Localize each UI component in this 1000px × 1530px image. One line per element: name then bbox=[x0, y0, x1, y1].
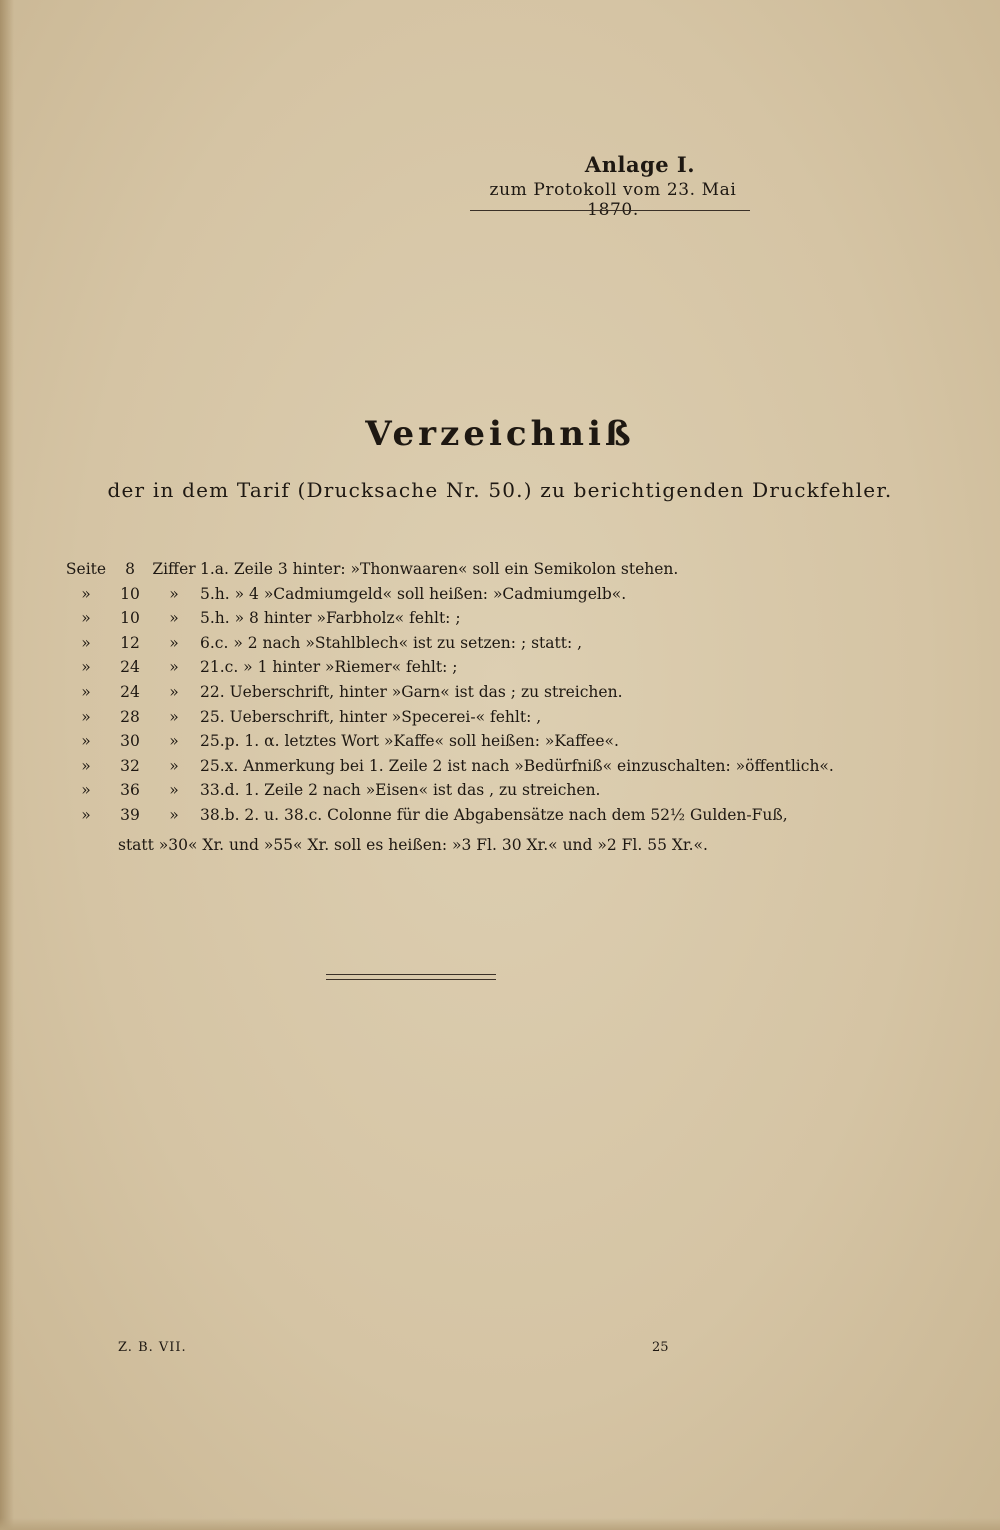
ziffer-label: » bbox=[169, 781, 179, 800]
page-number: 39 bbox=[120, 805, 140, 824]
correction-text: 38.b. 2. u. 38.c. Colonne für die Abgabensätze nach dem 52½ Gulden-Fuß, bbox=[200, 805, 788, 824]
seite-label: » bbox=[81, 781, 91, 800]
document-subtitle: der in dem Tarif (Drucksache Nr. 50.) zu berichtigenden Druckfehler. bbox=[107, 478, 893, 502]
errata-row bbox=[60, 757, 960, 782]
correction-text: 6.c. » 2 nach »Stahlblech« ist zu setzen: ; statt: , bbox=[200, 633, 583, 652]
document-title: Verzeichniß bbox=[365, 414, 635, 454]
seite-label: » bbox=[81, 682, 91, 701]
ziffer-label: » bbox=[169, 707, 179, 726]
correction-text: 22. Ueberschrift, hinter »Garn« ist das ; zu streichen. bbox=[200, 682, 623, 701]
closing-rule bbox=[326, 974, 496, 975]
seite-label: » bbox=[81, 658, 91, 677]
correction-text: 25.x. Anmerkung bei 1. Zeile 2 ist nach »Bedürfniß« einzuschalten: »öffentlich«. bbox=[200, 756, 834, 775]
closing-rule bbox=[326, 979, 496, 980]
page-number: 8 bbox=[125, 560, 135, 578]
errata-list bbox=[60, 560, 960, 831]
errata-row bbox=[60, 560, 960, 585]
correction-text: 5.h. » 8 hinter »Farbholz« fehlt: ; bbox=[200, 609, 461, 628]
ziffer-label: » bbox=[169, 633, 179, 652]
page-number: 36 bbox=[120, 781, 140, 800]
seite-label: » bbox=[81, 609, 91, 628]
seite-label: » bbox=[81, 732, 91, 751]
correction-text: 25. Ueberschrift, hinter »Specerei-« fehlt: , bbox=[200, 707, 542, 726]
page-edge-shadow bbox=[0, 0, 14, 1530]
annex-heading: Anlage I. bbox=[584, 152, 696, 177]
correction-continuation: statt »30« Xr. und »55« Xr. soll es heißen: »3 Fl. 30 Xr.« und »2 Fl. 55 Xr.«. bbox=[118, 836, 708, 854]
errata-row bbox=[60, 634, 960, 659]
correction-text: 25.p. 1. α. letztes Wort »Kaffe« soll heißen: »Kaffee«. bbox=[200, 732, 619, 751]
footer-page-number: 25 bbox=[652, 1340, 669, 1355]
ziffer-label: » bbox=[169, 732, 179, 751]
ziffer-label: Ziffer bbox=[152, 560, 196, 578]
page-number: 12 bbox=[120, 633, 140, 652]
correction-text: 5.h. » 4 »Cadmiumgeld« soll heißen: »Cadmiumgelb«. bbox=[200, 584, 627, 603]
seite-label: » bbox=[81, 805, 91, 824]
ziffer-label: » bbox=[169, 805, 179, 824]
page-number: 30 bbox=[120, 732, 140, 751]
header-rule bbox=[470, 210, 750, 211]
errata-row bbox=[60, 806, 960, 831]
page-number: 24 bbox=[120, 682, 140, 701]
page-number: 10 bbox=[120, 584, 140, 603]
errata-row bbox=[60, 585, 960, 610]
errata-row bbox=[60, 683, 960, 708]
seite-label: Seite bbox=[65, 560, 107, 578]
page-number: 24 bbox=[120, 658, 140, 677]
seite-label: » bbox=[81, 756, 91, 775]
ziffer-label: » bbox=[169, 609, 179, 628]
ziffer-label: » bbox=[169, 682, 179, 701]
ziffer-label: » bbox=[169, 658, 179, 677]
errata-row bbox=[60, 732, 960, 757]
correction-text: 1.a. Zeile 3 hinter: »Thonwaaren« soll ein Semikolon stehen. bbox=[200, 560, 679, 578]
errata-row bbox=[60, 658, 960, 683]
page-bottom-shadow bbox=[0, 1518, 1000, 1530]
protocol-reference: zum Protokoll vom 23. Mai 1870. bbox=[489, 180, 737, 220]
seite-label: » bbox=[81, 707, 91, 726]
errata-row bbox=[60, 781, 960, 806]
footer-signature: Z. B. VII. bbox=[118, 1340, 187, 1355]
correction-text: 33.d. 1. Zeile 2 nach »Eisen« ist das , zu streichen. bbox=[200, 781, 601, 800]
page-number: 10 bbox=[120, 609, 140, 628]
seite-label: » bbox=[81, 584, 91, 603]
seite-label: » bbox=[81, 633, 91, 652]
errata-row bbox=[60, 708, 960, 733]
ziffer-label: » bbox=[169, 756, 179, 775]
ziffer-label: » bbox=[169, 584, 179, 603]
page-number: 28 bbox=[120, 707, 140, 726]
page-number: 32 bbox=[120, 756, 140, 775]
errata-row bbox=[60, 609, 960, 634]
correction-text: 21.c. » 1 hinter »Riemer« fehlt: ; bbox=[200, 658, 458, 677]
